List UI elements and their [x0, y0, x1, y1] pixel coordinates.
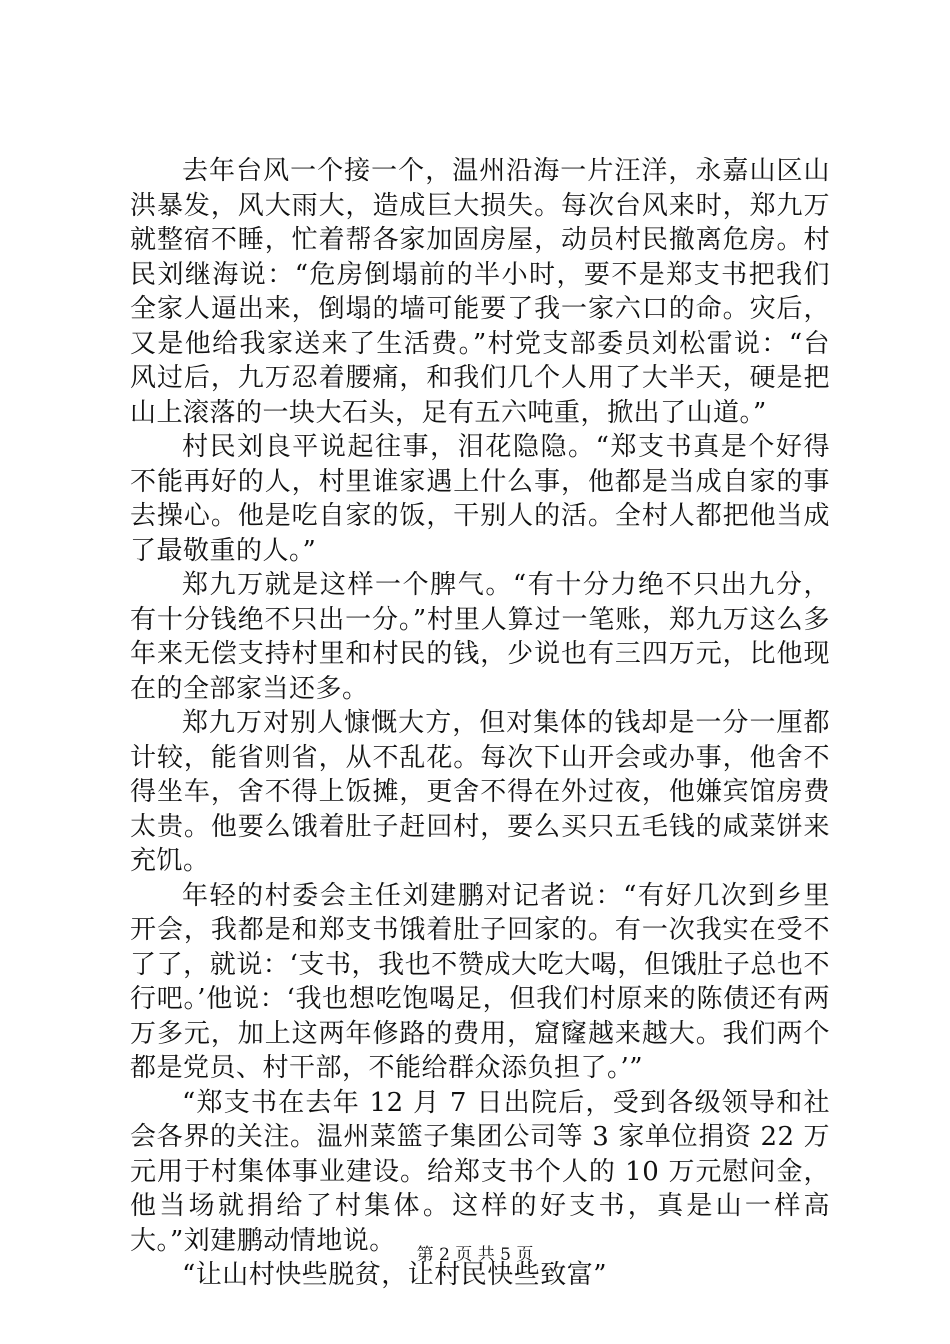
page-footer: 第 2 页 共 5 页	[416, 1245, 534, 1265]
section-heading: “让山村快些脱贫，让村民快些致富”	[182, 1260, 608, 1290]
paragraph-liu-jianpeng: 年轻的村委会主任刘建鹏对记者说：“有好几次到乡里开会，我都是和郑支书饿着肚子回家的。有一次我实在受不了了，就说：‘支书，我也不赞成大吃大喝，但饿肚子总也不行吧。’他说：‘我也想吃饱喝足，但我们村原来的陈债还有两万多元，加上这两年修路的费用，窟窿越来越大。我们两个都是党员、村干部，不能给群众添负担了。’”	[130, 880, 830, 1083]
paragraph-frugal: 郑九万对别人慷慨大方，但对集体的钱却是一分一厘都计较，能省则省，从不乱花。每次下山开会或办事，他舍不得坐车，舍不得上饭摊，更舍不得在外过夜，他嫌宾馆房费太贵。他要么饿着肚子赶回村，要么买只五毛钱的咸菜饼来充饥。	[130, 708, 830, 876]
paragraph-liu-liangping: 村民刘良平说起往事，泪花隐隐。“郑支书真是个好得不能再好的人，村里谁家遇上什么事，他都是当成自家的事去操心。他是吃自家的饭，干别人的活。全村人都把他当成了最敬重的人。”	[130, 432, 830, 566]
paragraph-typhoon: 去年台风一个接一个，温州沿海一片汪洋，永嘉山区山洪暴发，风大雨大，造成巨大损失。每次台风来时，郑九万就整宿不睡，忙着帮各家加固房屋，动员村民撤离危房。村民刘继海说：“危房倒塌前的半小时，要不是郑支书把我们全家人逼出来，倒塌的墙可能要了我一家六口的命。灾后，又是他给我家送来了生活费。”村党支部委员刘松雷说：“台风过后，九万忍着腰痛，和我们几个人用了大半天，硬是把山上滚落的一块大石头，足有五六吨重，掀出了山道。”	[130, 156, 830, 428]
paragraph-donation: “郑支书在去年 12 月 7 日出院后，受到各级领导和社会各界的关注。温州菜篮子集团公司等 3 家单位捐资 22 万元用于村集体事业建设。给郑支书个人的 10 万元慰问金，他当场就捐给了村集体。这样的好支书，真是山一样高大。”刘建鹏动情地说。	[130, 1087, 830, 1256]
article-body	[130, 154, 830, 1293]
paragraph-temperament: 郑九万就是这样一个脾气。“有十分力绝不只出九分，有十分钱绝不只出一分。”村里人算过一笔账，郑九万这么多年来无偿支持村里和村民的钱，少说也有三四万元，比他现在的全部家当还多。	[130, 570, 830, 704]
